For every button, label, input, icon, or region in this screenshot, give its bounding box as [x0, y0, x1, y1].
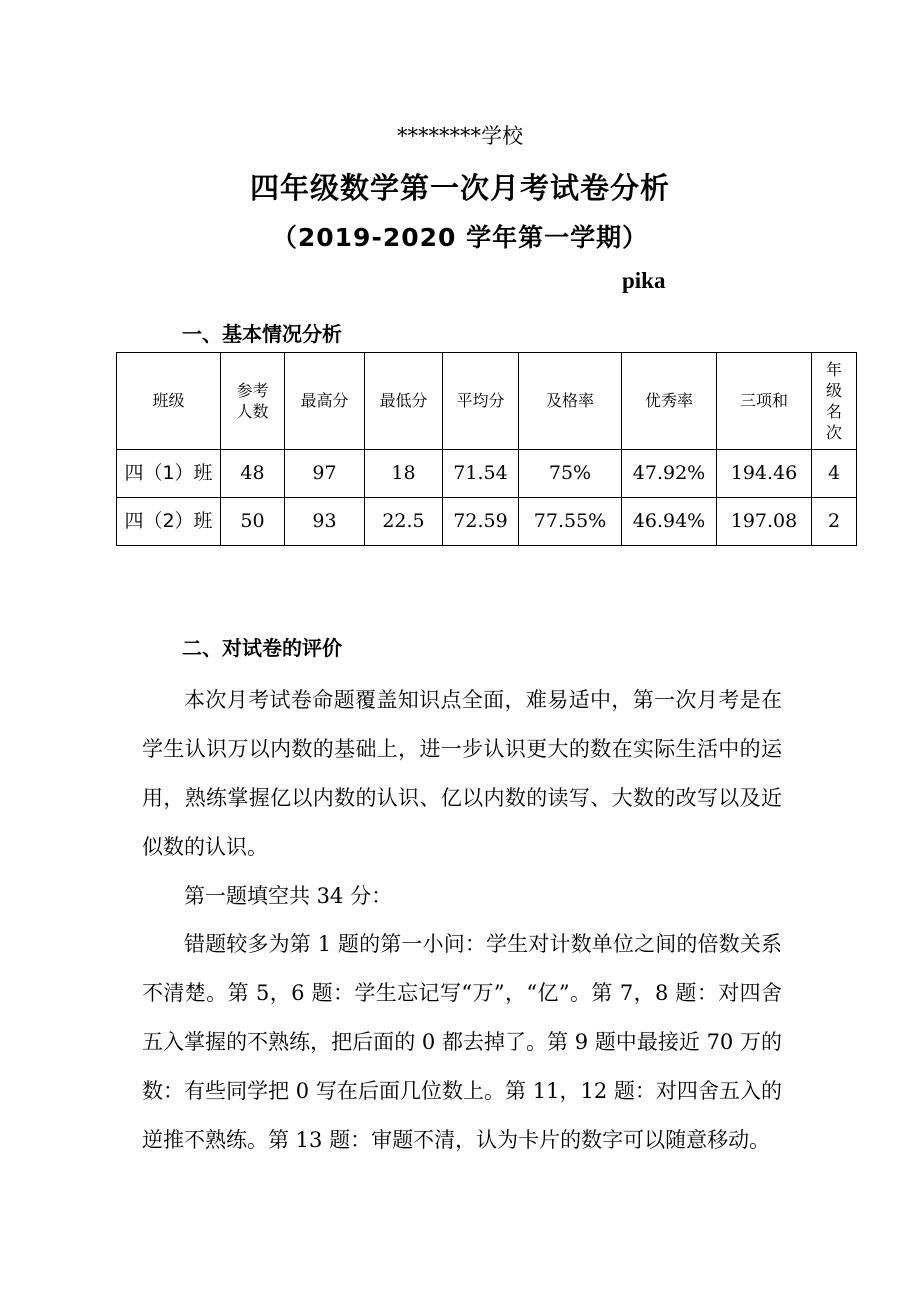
table-cell: 50	[221, 498, 285, 546]
table-cell: 48	[221, 450, 285, 498]
table-cell: 71.54	[443, 450, 519, 498]
document-title: 四年级数学第一次月考试卷分析	[249, 171, 670, 205]
table-header-row	[117, 353, 857, 450]
column-header: 班级	[117, 353, 221, 450]
paragraph-error-analysis: 错题较多为第 1 题的第一小问：学生对计数单位之间的倍数关系不清楚。第 5，6 题：学生忘记写“万”，“亿”。第 7，8 题：对四舍五入掌握的不熟练，把后面的 0 都去掉了。第 9 题中最接近 70 万的数：有些同学把 0 写在后面几位数上。第 11，12 题：对四舍五入的逆推不熟练。第 13 题：审题不清，认为卡片的数字可以随意移动。	[142, 932, 782, 1152]
table-cell: 4	[812, 450, 857, 498]
column-header: 平均分	[443, 353, 519, 450]
table-cell: 72.59	[443, 498, 519, 546]
column-header: 三项和	[717, 353, 812, 450]
author-name: pika	[622, 268, 666, 293]
academic-year: （2019-2020 学年第一学期）	[271, 223, 649, 252]
table-cell: 75%	[519, 450, 622, 498]
score-stats-table	[116, 352, 857, 546]
table-row	[117, 450, 857, 498]
table-cell: 77.55%	[519, 498, 622, 546]
school-name: ********学校	[397, 124, 523, 148]
table-cell: 197.08	[717, 498, 812, 546]
table-cell: 18	[365, 450, 443, 498]
table-cell: 46.94%	[622, 498, 717, 546]
table-cell: 四（2）班	[117, 498, 221, 546]
table-cell: 93	[285, 498, 365, 546]
column-header: 最高分	[285, 353, 365, 450]
column-header: 年级名次	[812, 353, 857, 450]
table-cell: 97	[285, 450, 365, 498]
column-header: 最低分	[365, 353, 443, 450]
table-cell: 22.5	[365, 498, 443, 546]
column-header: 及格率	[519, 353, 622, 450]
section-heading-paper-evaluation: 二、对试卷的评价	[182, 636, 342, 660]
table-cell: 47.92%	[622, 450, 717, 498]
section-heading-basic-analysis: 一、基本情况分析	[182, 322, 342, 346]
table-cell: 194.46	[717, 450, 812, 498]
paragraph-fill-blank-title: 第一题填空共 34 分：	[184, 884, 393, 908]
column-header: 参考人数	[221, 353, 285, 450]
column-header: 优秀率	[622, 353, 717, 450]
table-cell: 四（1）班	[117, 450, 221, 498]
table-row	[117, 498, 857, 546]
table-cell: 2	[812, 498, 857, 546]
paragraph-overview: 本次月考试卷命题覆盖知识点全面，难易适中，第一次月考是在学生认识万以内数的基础上，进一步认识更大的数在实际生活中的运用，熟练掌握亿以内数的认识、亿以内数的读写、大数的改写以及近似数的认识。	[142, 688, 782, 859]
